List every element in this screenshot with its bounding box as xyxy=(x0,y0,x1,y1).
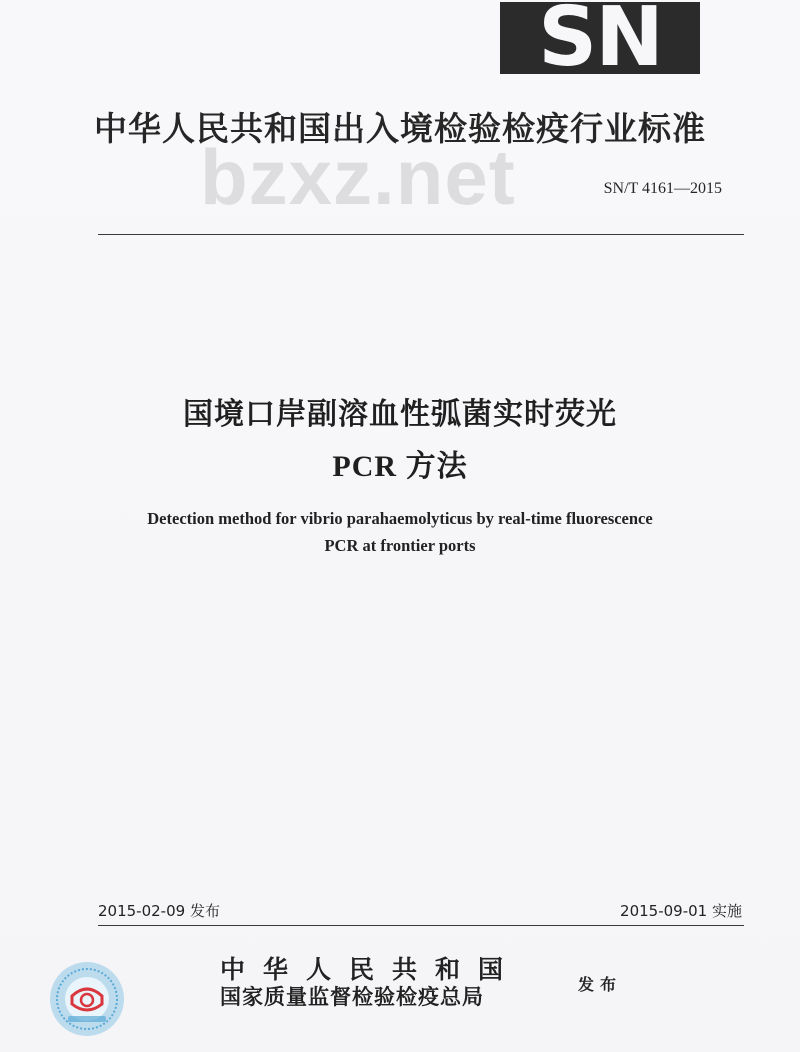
chinese-title-line1: 国境口岸副溶血性弧菌实时荧光 xyxy=(183,397,617,432)
bottom-divider xyxy=(98,925,744,926)
issuer-line1: 中华人民共和国 xyxy=(220,955,522,984)
issue-word: 发布 xyxy=(578,975,623,994)
chinese-title xyxy=(0,389,800,493)
implementation-date: 2015-09-01 实施 xyxy=(620,902,742,920)
english-title xyxy=(0,505,800,559)
english-title-line2: PCR at frontier ports xyxy=(324,536,476,555)
standard-code: SN/T 4161—2015 xyxy=(603,180,722,197)
anti-counterfeit-seal-icon xyxy=(48,960,126,1038)
chinese-title-line2: PCR 方法 xyxy=(332,450,468,483)
sn-logo xyxy=(500,2,700,74)
top-divider xyxy=(98,234,744,235)
industry-standard-title: 中华人民共和国出入境检验检疫行业标准 xyxy=(94,109,706,148)
issuer-line2: 国家质量监督检验检疫总局 xyxy=(220,984,484,1009)
issue-date: 2015-02-09 发布 xyxy=(98,902,220,920)
english-title-line1: Detection method for vibrio parahaemolyticus by real-time fluorescence xyxy=(147,509,653,528)
issuing-authority xyxy=(220,956,521,1010)
sn-logo-text: SN xyxy=(538,2,662,74)
watermark: bzxz.net xyxy=(200,133,516,221)
